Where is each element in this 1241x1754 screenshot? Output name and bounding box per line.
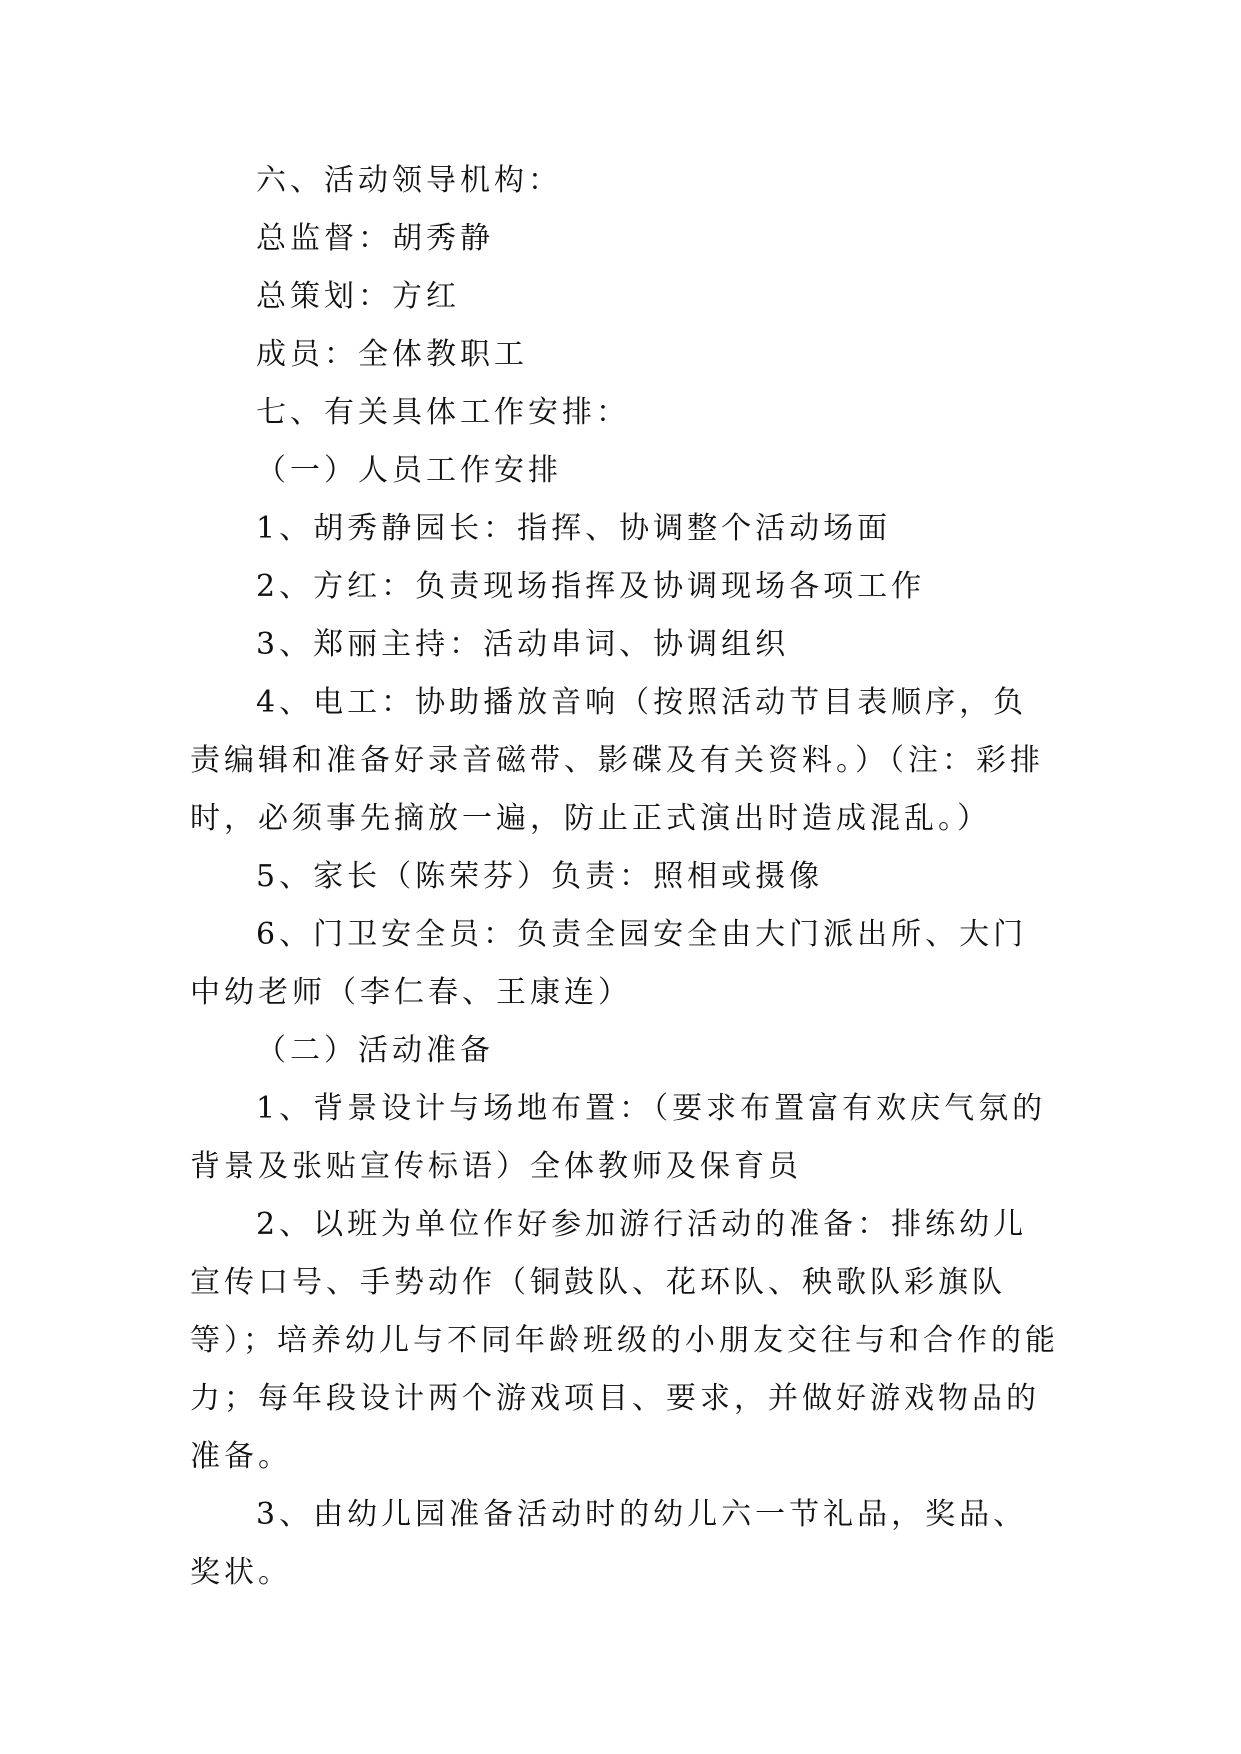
paragraph-prep-1: 1、背景设计与场地布置：（要求布置富有欢庆气氛的背景及张贴宣传标语）全体教师及保育员 — [190, 1091, 1047, 1184]
section-heading-arrangements: 七、有关具体工作安排： — [256, 395, 630, 430]
paragraph-prep-2: 2、以班为单位作好参加游行活动的准备：排练幼儿宣传口号、手势动作（铜鼓队、花环队、秧歌队彩旗队等）；培养幼儿与不同年龄班级的小朋友交往与和合作的能力；每年段设计两个游戏项目、要求，并做好游戏物品的准备。 — [190, 1207, 1059, 1474]
paragraph-item-4: 4、电工：协助播放音响（按照活动节目表顺序，负责编辑和准备好录音磁带、影碟及有关资料。）（注：彩排时，必须事先摘放一遍，防止正式演出时造成混乱。） — [190, 685, 1044, 836]
paragraph-item-6: 6、门卫安全员：负责全园安全由大门派出所、大门中幼老师（李仁春、王康连） — [190, 917, 1028, 1010]
section-heading-leadership: 六、活动领导机构： — [256, 163, 562, 198]
subsection-heading-staff: （一）人员工作安排 — [256, 453, 562, 488]
paragraph-item-5: 5、家长（陈荣芬）负责：照相或摄像 — [256, 859, 824, 894]
paragraph-item-3: 3、郑丽主持：活动串词、协调组织 — [256, 627, 790, 662]
subsection-heading-preparation: （二）活动准备 — [256, 1033, 494, 1068]
document-body — [190, 152, 1060, 1602]
paragraph-chief-supervisor: 总监督：胡秀静 — [256, 221, 494, 256]
paragraph-members: 成员：全体教职工 — [256, 337, 528, 372]
paragraph-prep-3: 3、由幼儿园准备活动时的幼儿六一节礼品，奖品、奖状。 — [190, 1497, 1028, 1590]
paragraph-item-1: 1、胡秀静园长：指挥、协调整个活动场面 — [256, 511, 892, 546]
paragraph-item-2: 2、方红：负责现场指挥及协调现场各项工作 — [256, 569, 926, 604]
paragraph-chief-planner: 总策划：方红 — [256, 279, 460, 314]
